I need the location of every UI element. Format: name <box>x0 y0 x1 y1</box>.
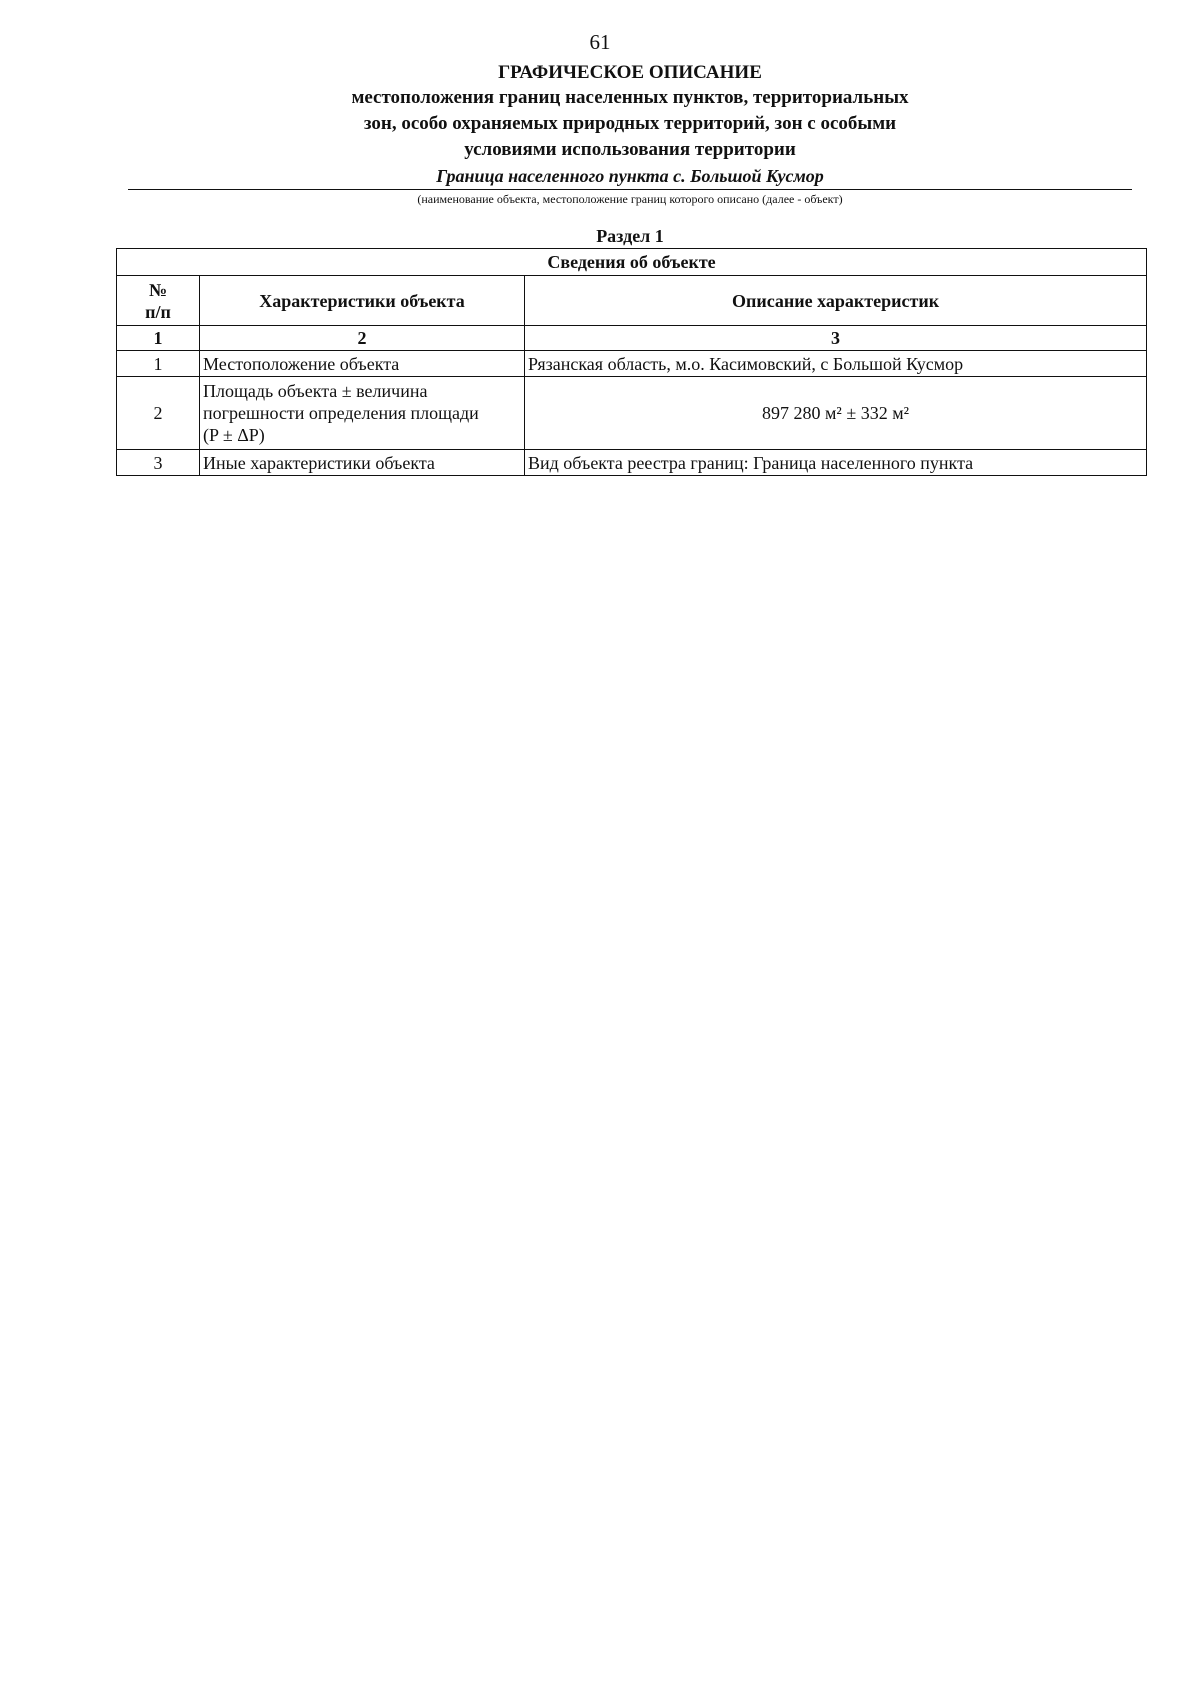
document-subtitle-line-3: условиями использования территории <box>464 139 796 160</box>
document-subtitle-line-2: зон, особо охраняемых природных территорий, зон с особыми <box>363 113 897 134</box>
document-title: ГРАФИЧЕСКОЕ ОПИСАНИЕ <box>498 62 762 83</box>
row-characteristic: Иные характеристики объекта <box>200 450 525 476</box>
document-title-block <box>128 60 1132 188</box>
row-number: 3 <box>117 450 200 476</box>
table-row <box>117 450 1147 476</box>
row-description: Рязанская область, м.о. Касимовский, с Большой Кусмор <box>525 351 1147 377</box>
table-caption-row <box>117 249 1147 276</box>
row-number: 1 <box>117 351 200 377</box>
table-caption: Сведения об объекте <box>117 249 1147 276</box>
table-index-row <box>117 326 1147 351</box>
page-number: 61 <box>589 30 611 54</box>
column-index-1: 1 <box>117 326 200 351</box>
table-row <box>117 351 1147 377</box>
row-description: 897 280 м² ± 332 м² <box>525 377 1147 450</box>
table-row <box>117 377 1147 450</box>
document-subtitle-line-1: местоположения границ населенных пунктов, территориальных <box>351 87 909 108</box>
row-characteristic-line-1: Площадь объекта ± величина <box>203 381 428 401</box>
column-header-description: Описание характеристик <box>525 276 1147 326</box>
column-header-characteristic: Характеристики объекта <box>200 276 525 326</box>
row-number: 2 <box>117 377 200 450</box>
object-info-table <box>116 248 1147 476</box>
column-header-number-abbrev: п/п <box>145 301 171 322</box>
column-index-2: 2 <box>200 326 525 351</box>
row-characteristic-line-3: (P ± ΔP) <box>203 425 265 445</box>
object-name: Граница населенного пункта с. Большой Кусмор <box>436 166 824 186</box>
row-characteristic-line-2: погрешности определения площади <box>203 403 479 423</box>
table-header-row <box>117 276 1147 326</box>
object-name-underline <box>128 189 1132 190</box>
row-description: Вид объекта реестра границ: Граница населенного пункта <box>525 450 1147 476</box>
object-name-caption: (наименование объекта, местоположение границ которого описано (далее - объект) <box>417 192 843 206</box>
column-header-number <box>117 276 200 326</box>
row-characteristic <box>200 377 525 450</box>
column-header-number-sign: № <box>148 279 168 300</box>
column-index-3: 3 <box>525 326 1147 351</box>
row-characteristic: Местоположение объекта <box>200 351 525 377</box>
section-title: Раздел 1 <box>596 226 664 246</box>
